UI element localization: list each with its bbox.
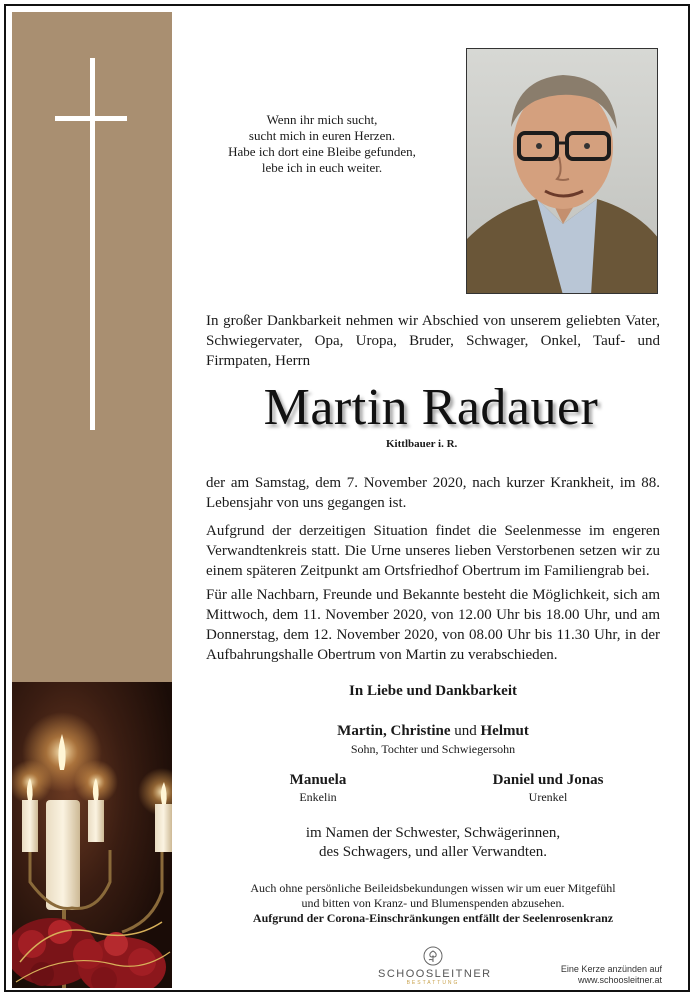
children-names bbox=[206, 723, 660, 740]
motto-line: Habe ich dort eine Bleibe gefunden, bbox=[228, 144, 416, 159]
funeral-home-logo bbox=[378, 946, 492, 986]
great-grandchildren-name: Daniel und Jonas bbox=[492, 772, 604, 788]
obituary-card bbox=[4, 4, 690, 992]
mass-info-paragraph: Aufgrund der derzeitigen Situation findet die Seelenmesse im engeren Verwandtenkreis statt. Die Urne unseres lieben Verstorbenen setzen wir zu einem späteren Zeitpunkt am Ortsfriedhof Obertrum im Familiengrab bei. bbox=[206, 523, 660, 579]
death-notice-paragraph: der am Samstag, dem 7. November 2020, nach kurzer Krankheit, im 88. Lebensjahr von uns gegangen ist. bbox=[206, 475, 660, 511]
on-behalf-text bbox=[206, 824, 660, 862]
children-name-a: Martin, Christine bbox=[337, 723, 451, 739]
candle-link-url[interactable]: www.schoosleitner.at bbox=[577, 975, 662, 985]
note-line: Auch ohne persönliche Beileidsbekundungen wissen wir um euer Mitgefühl bbox=[250, 881, 616, 895]
motto-line: lebe ich in euch weiter. bbox=[261, 160, 383, 175]
deceased-name: Martin Radauer bbox=[263, 379, 599, 436]
motto-verse bbox=[202, 112, 442, 176]
grandchild-relation: Enkelin bbox=[299, 790, 337, 804]
children-connector: und bbox=[450, 723, 481, 739]
on-behalf-line: des Schwagers, und aller Verwandten. bbox=[319, 844, 547, 860]
candle-link-text: Eine Kerze anzünden auf bbox=[560, 964, 662, 974]
funeral-home-name: SCHOOSLEITNER bbox=[378, 968, 492, 980]
rose-icon bbox=[423, 946, 443, 966]
deceased-subtitle: Kittlbauer i. R. bbox=[386, 438, 458, 450]
note-line: und bitten von Kranz- und Blumenspenden abzusehen. bbox=[301, 896, 565, 910]
children-relation: Sohn, Tochter und Schwiegersohn bbox=[350, 742, 516, 756]
closing-note bbox=[206, 881, 660, 926]
note-line-bold: Aufgrund der Corona-Einschränkungen entfällt der Seelenrosenkranz bbox=[252, 911, 614, 925]
cross-icon bbox=[90, 58, 95, 430]
children-name-b: Helmut bbox=[480, 723, 529, 739]
portrait-photo bbox=[466, 48, 658, 294]
light-candle-link[interactable] bbox=[546, 964, 662, 986]
motto-line: sucht mich in euren Herzen. bbox=[248, 128, 396, 143]
great-grandchildren-relation: Urenkel bbox=[528, 790, 568, 804]
funeral-home-tagline: BESTATTUNG bbox=[406, 980, 460, 986]
motto-line: Wenn ihr mich sucht, bbox=[266, 112, 378, 127]
intro-text: In großer Dankbarkeit nehmen wir Abschied von unserem geliebten Vater, Schwiegervater, Opa, Uropa, Bruder, Schwager, Onkel, Tauf- und Firmpaten, Herrn bbox=[206, 313, 660, 369]
grandchild-name: Manuela bbox=[289, 772, 347, 788]
on-behalf-line: im Namen der Schwester, Schwägerinnen, bbox=[305, 825, 561, 841]
candles-image bbox=[12, 682, 172, 988]
closing-line: In Liebe und Dankbarkeit bbox=[349, 683, 517, 699]
viewing-info-paragraph: Für alle Nachbarn, Freunde und Bekannte besteht die Möglichkeit, sich am Mittwoch, dem 11. November 2020, von 12.00 Uhr bis 18.00 Uhr, und am Donnerstag, dem 12. November 2020, von 08.00 Uhr bis 11.30 Uhr, in der Aufbahrungshalle Obertrum von Martin zu verabschieden. bbox=[206, 587, 660, 663]
sidebar-panel bbox=[12, 12, 172, 988]
cross-bar bbox=[55, 116, 127, 121]
